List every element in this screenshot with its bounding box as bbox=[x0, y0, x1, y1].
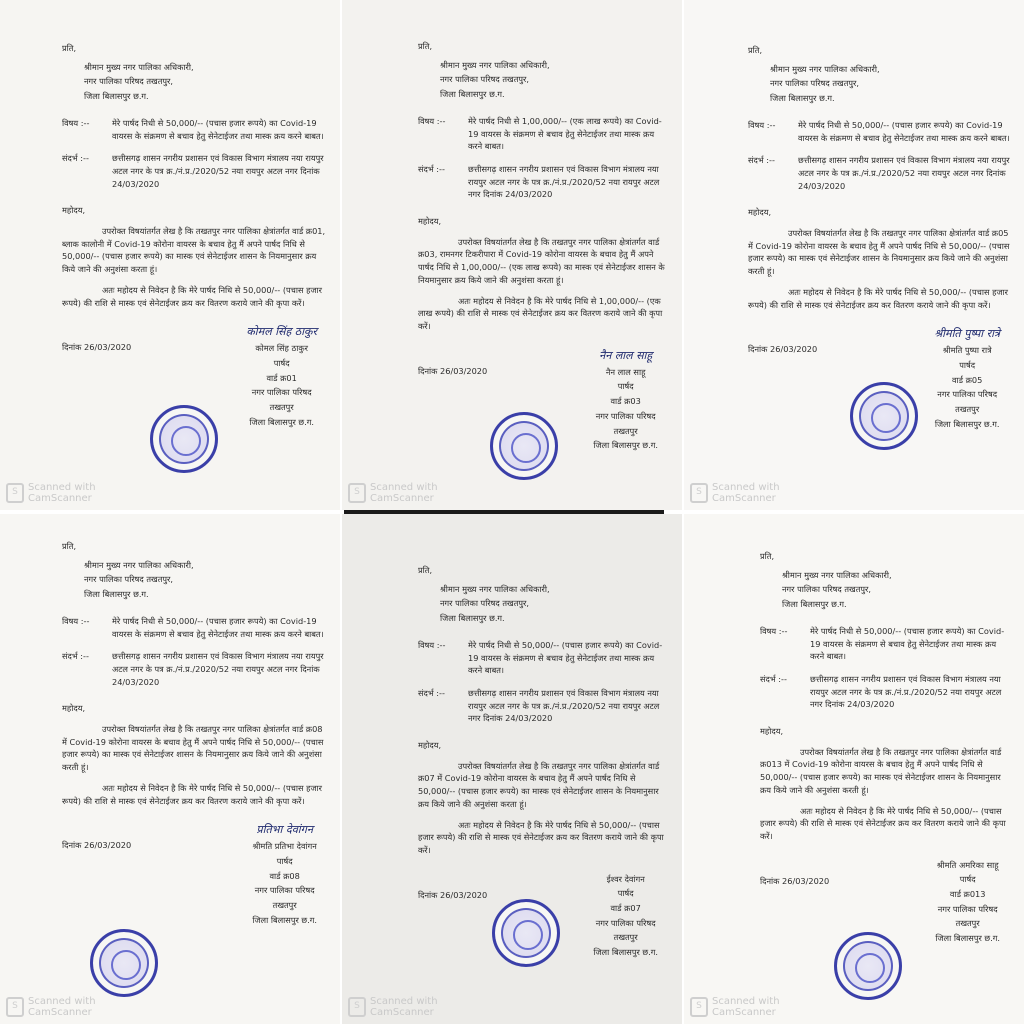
salutation: महोदय, bbox=[418, 740, 442, 751]
signer-ward: वार्ड क्र013 bbox=[949, 889, 986, 900]
subject-row bbox=[62, 117, 327, 142]
subject-text: मेरे पार्षद निधी से 50,000/-- (पचास हजार रूपये) का Covid-19 वायरस के संक्रमण से बचाव हेतु सेनेटाईजर तथा मास्क क्रय करने बाबत। bbox=[112, 615, 324, 639]
prati: प्रति, bbox=[760, 551, 775, 561]
subject-text: मेरे पार्षद निधी से 1,00,000/-- (एक लाख रूपये) का Covid-19 वायरस के संक्रमण से बचाव हेतु सेनेटाईजर तथा मास्क क्रय करने बाबत। bbox=[468, 115, 662, 152]
reference-text: छत्तीसगढ़ शासन नगरीय प्रशासन एवं विकास विभाग मंत्रालय नया रायपुर अटल नगर के पत्र क्र./नं.प्र./2020/52 नया रायपुर अटल नगर दिनांक 24/03/2020 bbox=[810, 673, 1002, 710]
signer-district: जिला बिलासपुर छ.ग. bbox=[249, 416, 314, 427]
reference-label: संदर्भ :-- bbox=[418, 687, 445, 698]
council-line: नगर पालिका परिषद तखतपुर, bbox=[84, 76, 173, 87]
signer-name: ईश्वर देवांगन bbox=[606, 873, 645, 884]
address-block bbox=[770, 63, 1010, 105]
letter-date: दिनांक 26/03/2020 bbox=[760, 875, 830, 886]
handwritten-signature: नैन लाल साहू bbox=[599, 348, 653, 362]
signer-council: नगर पालिका परिषद bbox=[595, 917, 656, 928]
official-seal bbox=[850, 382, 918, 450]
addressee: श्रीमान मुख्य नगर पालिका अधिकारी, bbox=[770, 63, 880, 74]
signer-name: श्रीमति अमरिका साहू bbox=[936, 859, 999, 870]
reference-row bbox=[418, 687, 668, 725]
letter-date: दिनांक 26/03/2020 bbox=[748, 344, 818, 355]
signer-ward: वार्ड क्र07 bbox=[610, 903, 641, 914]
council-line: नगर पालिका परिषद तखतपुर, bbox=[770, 78, 859, 89]
signer-designation: पार्षद bbox=[959, 874, 976, 885]
reference-label: संदर्भ :-- bbox=[62, 651, 89, 662]
salutation: महोदय, bbox=[418, 216, 442, 227]
body-paragraph-1: उपरोक्त विषयांतर्गत लेख है कि तखतपुर नगर पालिका क्षेत्रांतर्गत वार्ड क्र05 में Covid-19 कोरोना वायरस के बचाव हेतु मैं अपने पार्षद निधि से 50,000/-- (पचास हजार रूपये) का मास्क एवं सेनेटाईजर शासन के नियमानुसार क्रय किये जाने की अनुशंसा करती हूं। bbox=[748, 228, 1010, 277]
signature-block bbox=[62, 821, 327, 925]
prati: प्रति, bbox=[418, 41, 433, 51]
reference-row bbox=[62, 650, 327, 688]
signer-town: तखतपुर bbox=[613, 425, 638, 436]
subject-label: विषय :-- bbox=[760, 625, 788, 636]
reference-label: संदर्भ :-- bbox=[748, 155, 775, 166]
body-paragraph-1: उपरोक्त विषयांतर्गत लेख है कि तखतपुर नगर पालिका क्षेत्रांतर्गत वार्ड क्र08 में Covid-19 कोरोना वायरस के बचाव हेतु मैं अपने पार्षद निधि से 50,000/-- (पचास हजार रूपये) का मास्क एवं सेनेटाईजर शासन के नियमानुसार क्रय किये जाने की अनुशंसा करती हूं। bbox=[62, 724, 324, 773]
subject-label: विषय :-- bbox=[62, 615, 90, 626]
camscanner-icon: S bbox=[690, 997, 708, 1017]
letter-date: दिनांक 26/03/2020 bbox=[62, 840, 132, 851]
camscanner-icon: S bbox=[6, 483, 24, 503]
camscanner-watermark: S Scanned with CamScanner bbox=[690, 996, 780, 1018]
signer-town: तखतपुर bbox=[955, 918, 980, 929]
prati: प्रति, bbox=[418, 565, 433, 575]
letter-date: दिनांक 26/03/2020 bbox=[418, 365, 488, 376]
letter-ward-07 bbox=[342, 514, 682, 1024]
signer-designation: पार्षद bbox=[273, 358, 290, 368]
camscanner-icon: S bbox=[348, 483, 366, 503]
subject-row bbox=[748, 119, 1010, 144]
district-line: जिला बिलासपुर छ.ग. bbox=[440, 89, 505, 100]
letter-ward-013 bbox=[684, 514, 1024, 1024]
signer-town: तखतपुर bbox=[613, 932, 638, 943]
signer-council: नगर पालिका परिषद bbox=[595, 410, 656, 421]
signer-town: तखतपुर bbox=[269, 402, 294, 413]
addressee: श्रीमान मुख्य नगर पालिका अधिकारी, bbox=[440, 583, 550, 594]
address-block bbox=[84, 61, 327, 103]
official-seal bbox=[150, 405, 218, 473]
prati: प्रति, bbox=[748, 45, 763, 55]
signer-ward: वार्ड क्र01 bbox=[266, 372, 297, 383]
subject-text: मेरे पार्षद निधी से 50,000/-- (पचास हजार रूपये) का Covid-19 वायरस के संक्रमण से बचाव हेतु सेनेटाईजर तथा मास्क क्रय करने बाबत। bbox=[810, 625, 1005, 662]
district-line: जिला बिलासपुर छ.ग. bbox=[84, 589, 149, 600]
signer-designation: पार्षद bbox=[617, 381, 634, 392]
addressee: श्रीमान मुख्य नगर पालिका अधिकारी, bbox=[84, 61, 194, 72]
signer-town: तखतपुर bbox=[955, 404, 980, 415]
signer bbox=[252, 821, 317, 928]
address-block bbox=[440, 583, 668, 625]
signature-block bbox=[62, 323, 327, 427]
reference-row bbox=[418, 163, 668, 201]
camscanner-icon: S bbox=[348, 997, 366, 1017]
subject-text: मेरे पार्षद निधी से 50,000/-- (पचास हजार रूपये) का Covid-19 वायरस के संक्रमण से बचाव हेतु सेनेटाईजर तथा मास्क क्रय करने बाबत। bbox=[112, 117, 324, 141]
salutation: महोदय, bbox=[748, 207, 772, 218]
handwritten-signature: श्रीमति पुष्पा रात्रे bbox=[934, 327, 1000, 341]
district-line: जिला बिलासपुर छ.ग. bbox=[440, 613, 505, 624]
signer-district: जिला बिलासपुर छ.ग. bbox=[252, 914, 317, 925]
signer-ward: वार्ड क्र03 bbox=[610, 396, 641, 407]
reference-row bbox=[760, 673, 1010, 711]
prati: प्रति, bbox=[62, 541, 77, 551]
address-block bbox=[84, 559, 327, 601]
camscanner-icon: S bbox=[6, 997, 24, 1017]
district-line: जिला बिलासपुर छ.ग. bbox=[770, 93, 835, 104]
prati: प्रति, bbox=[62, 43, 77, 53]
camscanner-watermark: S Scanned with CamScanner bbox=[348, 482, 438, 504]
camscanner-watermark: S Scanned with CamScanner bbox=[690, 482, 780, 504]
signature-block bbox=[760, 857, 1010, 944]
subject-label: विषय :-- bbox=[62, 117, 90, 128]
signer-name: नैन लाल साहू bbox=[605, 366, 646, 377]
signer-council: नगर पालिका परिषद bbox=[937, 389, 998, 400]
subject-row bbox=[418, 639, 668, 677]
body-paragraph-1: उपरोक्त विषयांतर्गत लेख है कि तखतपुर नगर पालिका क्षेत्रांतर्गत वार्ड क्र01, ब्लाक कालोनी में Covid-19 कोरोना वायरस के बचाव हेतु मैं अपने पार्षद निधि से 50,000/-- (पचास हजार रूपये) का मास्क एवं सेनेटाईजर शासन के नियमानुसार क्रय किये जाने की अनुशंसा करता हूं। bbox=[62, 226, 326, 275]
signature-block bbox=[418, 347, 668, 451]
signer-name: कोमल सिंह ठाकुर bbox=[255, 343, 308, 354]
camscanner-watermark: S Scanned with CamScanner bbox=[348, 996, 438, 1018]
signer bbox=[593, 871, 658, 961]
signer-designation: पार्षद bbox=[276, 856, 293, 866]
signer-council: नगर पालिका परिषद bbox=[937, 903, 998, 914]
signer-ward: वार्ड क्र05 bbox=[951, 374, 983, 385]
district-line: जिला बिलासपुर छ.ग. bbox=[782, 599, 847, 610]
council-line: नगर पालिका परिषद तखतपुर, bbox=[440, 598, 529, 609]
signer-name: श्रीमति प्रतिभा देवांगन bbox=[252, 841, 317, 852]
reference-text: छत्तीसगढ़ शासन नगरीय प्रशासन एवं विकास विभाग मंत्रालय नया रायपुर अटल नगर के पत्र क्र./नं.प्र./2020/52 नया रायपुर अटल नगर दिनांक 24/03/2020 bbox=[798, 155, 1010, 191]
address-block bbox=[440, 59, 668, 101]
salutation: महोदय, bbox=[62, 703, 86, 714]
letter-ward-05 bbox=[684, 0, 1024, 510]
official-seal bbox=[90, 929, 158, 997]
reference-label: संदर्भ :-- bbox=[418, 163, 445, 174]
reference-text: छत्तीसगढ़ शासन नगरीय प्रशासन एवं विकास विभाग मंत्रालय नया रायपुर अटल नगर के पत्र क्र./नं.प्र./2020/52 नया रायपुर अटल नगर दिनांक 24/03/2020 bbox=[112, 153, 324, 189]
official-seal bbox=[492, 899, 560, 967]
body-paragraph-1: उपरोक्त विषयांतर्गत लेख है कि तखतपुर नगर पालिका क्षेत्रांतर्गत वार्ड क्र013 में Covid-19 कोरोना वायरस के बचाव हेतु मैं अपने पार्षद निधि से 50,000/-- (पचास हजार रूपये) का मास्क एवं सेनेटाईजर शासन के नियमानुसार क्रय किये जाने की अनुशंसा करती हूं। bbox=[760, 746, 1002, 795]
subject-label: विषय :-- bbox=[748, 119, 776, 130]
subject-label: विषय :-- bbox=[418, 115, 446, 126]
salutation: महोदय, bbox=[62, 205, 86, 216]
signer-district: जिला बिलासपुर छ.ग. bbox=[593, 440, 658, 451]
body-paragraph-2: अतः महोदय से निवेदन है कि मेरे पार्षद निधि से 50,000/-- (पचास हजार रूपये) की राशि से मास्क एवं सेनेटाईजर क्रय कर वितरण कराये जाने की कृपा करें। bbox=[62, 782, 323, 806]
subject-row bbox=[418, 115, 668, 153]
addressee: श्रीमान मुख्य नगर पालिका अधिकारी, bbox=[782, 569, 892, 580]
letter-date: दिनांक 26/03/2020 bbox=[418, 889, 488, 900]
reference-row bbox=[748, 154, 1010, 192]
signer-district: जिला बिलासपुर छ.ग. bbox=[593, 947, 658, 958]
council-line: नगर पालिका परिषद तखतपुर, bbox=[440, 74, 529, 85]
reference-label: संदर्भ :-- bbox=[62, 153, 89, 164]
signer-name: श्रीमति पुष्पा रात्रे bbox=[942, 345, 992, 356]
camscanner-watermark: S Scanned with CamScanner bbox=[6, 996, 96, 1018]
signer-district: जिला बिलासपुर छ.ग. bbox=[935, 933, 1000, 944]
district-line: जिला बिलासपुर छ.ग. bbox=[84, 91, 149, 102]
handwritten-signature: कोमल सिंह ठाकुर bbox=[246, 325, 317, 339]
salutation: महोदय, bbox=[760, 726, 784, 737]
addressee: श्रीमान मुख्य नगर पालिका अधिकारी, bbox=[440, 59, 550, 70]
reference-row bbox=[62, 152, 327, 190]
handwritten-signature: प्रतिभा देवांगन bbox=[256, 823, 313, 837]
subject-row bbox=[760, 625, 1010, 663]
signer bbox=[934, 325, 1000, 432]
official-seal bbox=[490, 412, 558, 480]
body-paragraph-2: अतः महोदय से निवेदन है कि मेरे पार्षद निधि से 50,000/-- (पचास हजार रूपये) की राशि से मास्क एवं सेनेटाईजर क्रय कर वितरण कराये जाने की कृपा करें। bbox=[62, 284, 323, 308]
body-paragraph-2: अतः महोदय से निवेदन है कि मेरे पार्षद निधि से 50,000/-- (पचास हजार रूपये) की राशि से मास्क एवं सेनेटाईजर क्रय कर वितरण कराये जाने की कृपा करें। bbox=[760, 805, 1006, 841]
signer bbox=[593, 347, 658, 454]
address-block bbox=[782, 569, 1010, 611]
body-paragraph-2: अतः महोदय से निवेदन है कि मेरे पार्षद निधि से 1,00,000/-- (एक लाख रूपये) की राशि से मास्क एवं सेनेटाईजर क्रय कर वितरण कराये जाने की कृपा करें। bbox=[418, 295, 663, 331]
body-paragraph-2: अतः महोदय से निवेदन है कि मेरे पार्षद निधि से 50,000/-- (पचास हजार रूपये) की राशि से मास्क एवं सेनेटाईजर क्रय कर वितरण कराये जाने की कृपा करें। bbox=[418, 819, 664, 855]
reference-text: छत्तीसगढ़ शासन नगरीय प्रशासन एवं विकास विभाग मंत्रालय नया रायपुर अटल नगर के पत्र क्र./नं.प्र./2020/52 नया रायपुर अटल नगर दिनांक 24/03/2020 bbox=[468, 687, 660, 724]
signer-council: नगर पालिका परिषद bbox=[251, 387, 312, 398]
body-paragraph-1: उपरोक्त विषयांतर्गत लेख है कि तखतपुर नगर पालिका क्षेत्रांतर्गत वार्ड क्र07 में Covid-19 कोरोना वायरस के बचाव हेतु मैं अपने पार्षद निधि से 50,000/-- (पचास हजार रूपये) का मास्क एवं सेनेटाईजर शासन के नियमानुसार क्रय किये जाने की अनुशंसा करता हूं। bbox=[418, 760, 660, 809]
letter-ward-01 bbox=[0, 0, 340, 510]
letter-date: दिनांक 26/03/2020 bbox=[62, 342, 132, 353]
subject-label: विषय :-- bbox=[418, 639, 446, 650]
subject-text: मेरे पार्षद निधी से 50,000/-- (पचास हजार रूपये) का Covid-19 वायरस के संक्रमण से बचाव हेतु सेनेटाईजर तथा मास्क क्रय करने बाबत। bbox=[468, 639, 663, 676]
subject-row bbox=[62, 615, 327, 640]
signer-district: जिला बिलासपुर छ.ग. bbox=[934, 418, 1000, 429]
reference-label: संदर्भ :-- bbox=[760, 673, 787, 684]
subject-text: मेरे पार्षद निधी से 50,000/-- (पचास हजार रूपये) का Covid-19 वायरस के संक्रमण से बचाव हेतु सेनेटाईजर तथा मास्क क्रय करने बाबत। bbox=[798, 119, 1010, 143]
addressee: श्रीमान मुख्य नगर पालिका अधिकारी, bbox=[84, 559, 194, 570]
signer bbox=[246, 323, 317, 430]
signer-ward: वार्ड क्र08 bbox=[269, 870, 300, 881]
body-paragraph-2: अतः महोदय से निवेदन है कि मेरे पार्षद निधि से 50,000/-- (पचास हजार रूपये) की राशि से मास्क एवं सेनेटाईजर क्रय कर वितरण कराये जाने की कृपा करें। bbox=[748, 286, 1009, 310]
signer-designation: पार्षद bbox=[959, 360, 976, 370]
body-paragraph-1: उपरोक्त विषयांतर्गत लेख है कि तखतपुर नगर पालिका क्षेत्रांतर्गत वार्ड क्र03, रामनगर टिकरीपारा में Covid-19 कोरोना वायरस के बचाव हेतु मैं अपने पार्षद निधि से 1,00,000/-- (एक लाख रूपये) का मास्क एवं सेनेटाईजर शासन के नियमानुसार क्रय किये जाने की अनुशंसा करता हूं। bbox=[418, 236, 665, 285]
signer bbox=[935, 857, 1000, 947]
signer-council: नगर पालिका परिषद bbox=[254, 885, 315, 896]
camscanner-watermark: S Scanned with CamScanner bbox=[6, 482, 96, 504]
council-line: नगर पालिका परिषद तखतपुर, bbox=[84, 574, 173, 585]
signer-town: तखतपुर bbox=[272, 900, 297, 911]
official-seal bbox=[834, 932, 902, 1000]
reference-text: छत्तीसगढ़ शासन नगरीय प्रशासन एवं विकास विभाग मंत्रालय नया रायपुर अटल नगर के पत्र क्र./नं.प्र./2020/52 नया रायपुर अटल नगर दिनांक 24/03/2020 bbox=[468, 163, 660, 200]
camscanner-icon: S bbox=[690, 483, 708, 503]
signer-designation: पार्षद bbox=[617, 888, 634, 899]
letter-ward-08 bbox=[0, 514, 340, 1024]
letter-ward-03 bbox=[342, 0, 682, 510]
council-line: नगर पालिका परिषद तखतपुर, bbox=[782, 584, 871, 595]
reference-text: छत्तीसगढ़ शासन नगरीय प्रशासन एवं विकास विभाग मंत्रालय नया रायपुर अटल नगर के पत्र क्र./नं.प्र./2020/52 नया रायपुर अटल नगर दिनांक 24/03/2020 bbox=[112, 651, 324, 687]
